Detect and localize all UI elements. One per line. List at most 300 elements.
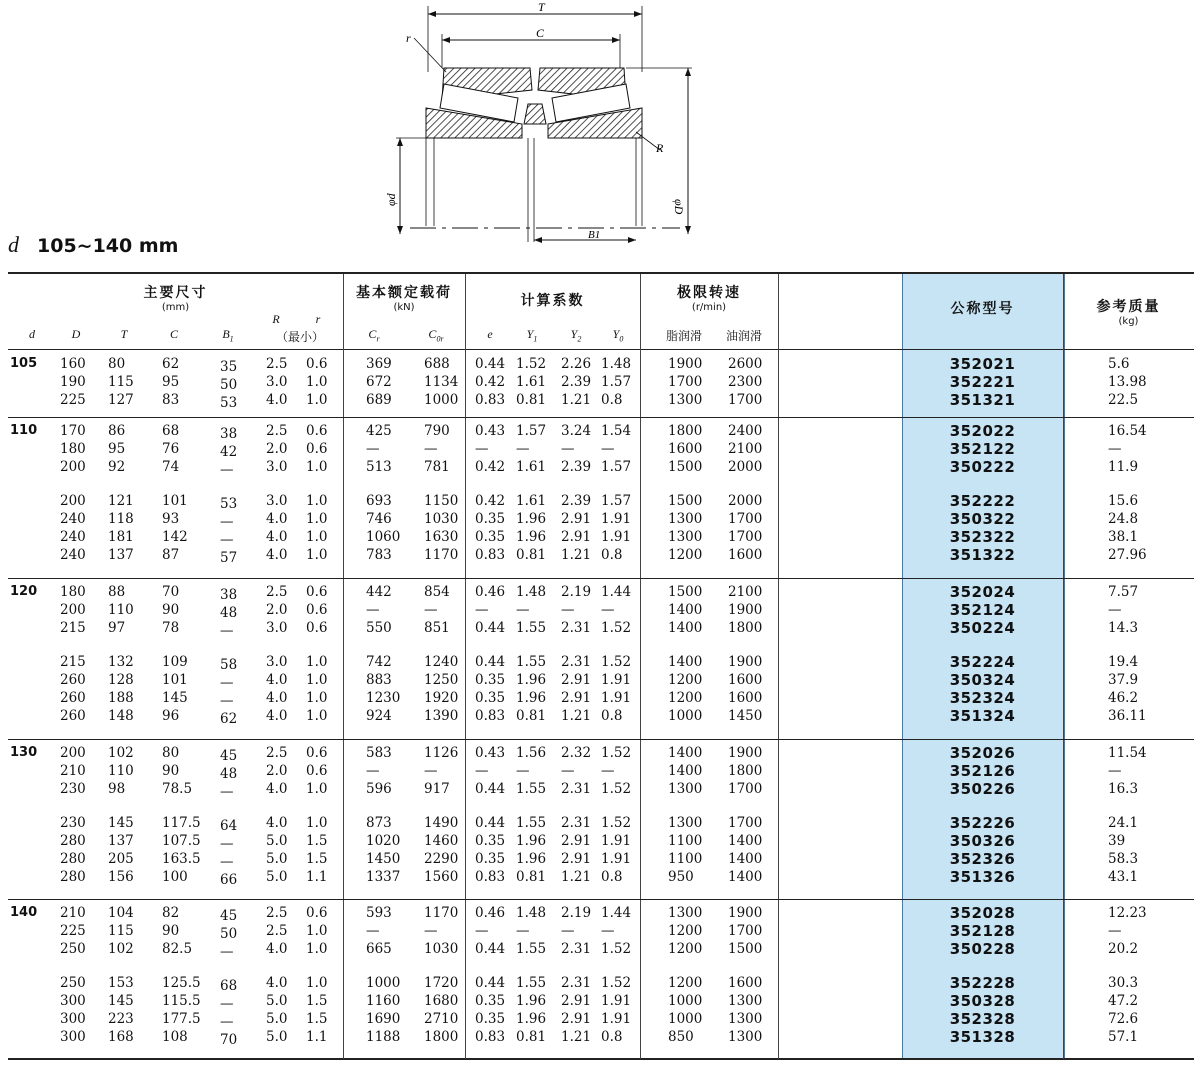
- cell-speed-oil: 1700: [728, 781, 763, 797]
- cell-Y2: 2.91: [561, 511, 592, 527]
- cell-R: 5.0: [266, 869, 288, 885]
- cell-T: 137: [108, 547, 134, 563]
- cell-speed-oil: 1450: [728, 708, 763, 724]
- cell-speed-oil: 1500: [728, 941, 763, 957]
- cell-speed-oil: 2300: [728, 374, 763, 390]
- cell-r: 1.0: [306, 781, 328, 797]
- cell-Cr: 873: [366, 815, 392, 831]
- header-limit-speed: 极限转速: [677, 285, 741, 301]
- cell-Y0: 1.91: [601, 993, 632, 1009]
- subhdr-C: C: [169, 327, 178, 341]
- cell-Cr: 1450: [366, 851, 401, 867]
- cell-speed-oil: 1900: [728, 905, 763, 921]
- cell-R: 3.0: [266, 654, 288, 670]
- cell-D: 210: [60, 763, 86, 779]
- cell-Y1: 1.57: [516, 423, 547, 439]
- cell-speed-grease: 1500: [668, 459, 703, 475]
- cell-Cr: 693: [366, 493, 392, 509]
- cell-speed-oil: 1800: [728, 763, 763, 779]
- header-load-rating: 基本额定载荷: [356, 285, 452, 301]
- cell-D: 280: [60, 833, 86, 849]
- cell-D: 215: [60, 620, 86, 636]
- cell-mass: —: [1108, 602, 1122, 618]
- cell-D: 200: [60, 493, 86, 509]
- cell-speed-grease: 1400: [668, 620, 703, 636]
- cell-Cr: 442: [366, 584, 392, 600]
- cell-Y0: —: [601, 763, 615, 779]
- cell-Cr: 742: [366, 654, 392, 670]
- cell-speed-oil: 1300: [728, 1029, 763, 1045]
- cell-r: 1.1: [306, 1029, 328, 1045]
- cell-Y0: 1.91: [601, 690, 632, 706]
- cell-r: 1.0: [306, 941, 328, 957]
- cell-Y2: 1.21: [561, 708, 592, 724]
- cell-mass: 11.9: [1108, 459, 1139, 475]
- cell-B1: 42: [220, 444, 238, 460]
- cell-e: 0.35: [475, 690, 506, 706]
- cell-speed-oil: 1600: [728, 690, 763, 706]
- cell-D: 160: [60, 356, 86, 372]
- cell-Cr: 1337: [366, 869, 401, 885]
- diagram-label-r: r: [406, 31, 411, 45]
- cell-model: 351324: [949, 707, 1016, 725]
- cell-B1: 66: [220, 872, 238, 888]
- cell-B1: —: [220, 514, 234, 530]
- cell-D: 260: [60, 690, 86, 706]
- cell-speed-grease: 950: [668, 869, 694, 885]
- cell-R: 4.0: [266, 511, 288, 527]
- cell-e: 0.46: [475, 584, 506, 600]
- cell-C: 101: [162, 672, 188, 688]
- header-model: 公称型号: [950, 301, 1015, 317]
- group-bore-140: 140: [10, 905, 38, 920]
- cell-r: 1.0: [306, 708, 328, 724]
- cell-C0r: —: [424, 763, 438, 779]
- cell-speed-grease: 1400: [668, 763, 703, 779]
- header-main-dimensions: 主要尺寸: [143, 285, 208, 301]
- cell-e: —: [475, 923, 489, 939]
- cell-Cr: —: [366, 763, 380, 779]
- cell-Y2: 2.31: [561, 941, 592, 957]
- cell-model: 352024: [949, 583, 1016, 601]
- cell-speed-oil: 1400: [728, 869, 763, 885]
- cell-R: 4.0: [266, 547, 288, 563]
- cell-B1: —: [220, 532, 234, 548]
- cell-speed-grease: 1300: [668, 511, 703, 527]
- cell-R: 2.0: [266, 441, 288, 457]
- cell-Y1: 1.96: [516, 851, 547, 867]
- cell-Y2: 2.26: [561, 356, 592, 372]
- cell-C: 82.5: [162, 941, 193, 957]
- cell-T: 86: [108, 423, 126, 439]
- cell-r: 1.5: [306, 851, 328, 867]
- cell-T: 104: [108, 905, 134, 921]
- cell-C: 80: [162, 745, 180, 761]
- cell-T: 153: [108, 975, 134, 991]
- cell-C0r: 1170: [424, 547, 459, 563]
- cell-Cr: 883: [366, 672, 392, 688]
- cell-model: 352128: [949, 922, 1016, 940]
- cell-B1: 62: [220, 711, 238, 727]
- cell-R: 2.5: [266, 423, 288, 439]
- cell-R: 4.0: [266, 815, 288, 831]
- cell-C: 109: [162, 654, 188, 670]
- cell-mass: 24.8: [1108, 511, 1139, 527]
- cell-r: 0.6: [306, 423, 328, 439]
- cell-R: 2.5: [266, 905, 288, 921]
- cell-speed-grease: 1200: [668, 547, 703, 563]
- cell-C: 74: [162, 459, 180, 475]
- cell-C: 96: [162, 708, 180, 724]
- cell-C: 145: [162, 690, 188, 706]
- cell-Cr: 746: [366, 511, 392, 527]
- cell-r: 0.6: [306, 441, 328, 457]
- cell-e: 0.35: [475, 851, 506, 867]
- cell-T: 188: [108, 690, 134, 706]
- cell-D: 230: [60, 815, 86, 831]
- cell-Y2: 1.21: [561, 1029, 592, 1045]
- cell-T: 127: [108, 392, 134, 408]
- cell-mass: 24.1: [1108, 815, 1139, 831]
- cell-Y1: 1.96: [516, 1011, 547, 1027]
- cell-r: 1.0: [306, 547, 328, 563]
- cell-D: 200: [60, 459, 86, 475]
- cell-C: 163.5: [162, 851, 201, 867]
- cell-D: 260: [60, 708, 86, 724]
- cell-e: 0.83: [475, 708, 506, 724]
- cell-model: 352324: [949, 689, 1016, 707]
- cell-B1: 45: [220, 908, 238, 924]
- cell-C0r: 1030: [424, 511, 459, 527]
- cell-Y0: 1.57: [601, 459, 632, 475]
- cell-mass: 47.2: [1108, 993, 1139, 1009]
- subhdr-D: D: [71, 327, 81, 341]
- cell-Y0: 0.8: [601, 869, 623, 885]
- cell-D: 230: [60, 781, 86, 797]
- cell-mass: 16.54: [1108, 423, 1147, 439]
- cell-Y0: 0.8: [601, 708, 623, 724]
- cell-C0r: 688: [424, 356, 450, 372]
- cell-mass: 46.2: [1108, 690, 1139, 706]
- cell-r: 1.0: [306, 815, 328, 831]
- cell-mass: 30.3: [1108, 975, 1139, 991]
- cell-Y1: 1.48: [516, 905, 547, 921]
- group-bore-105: 105: [10, 356, 38, 371]
- header-load-rating-unit: (kN): [393, 302, 415, 313]
- cell-Y2: 2.19: [561, 584, 592, 600]
- cell-Y0: 1.52: [601, 781, 632, 797]
- cell-D: 280: [60, 869, 86, 885]
- cell-speed-oil: 1900: [728, 745, 763, 761]
- cell-T: 128: [108, 672, 134, 688]
- cell-R: 2.5: [266, 745, 288, 761]
- cell-Cr: 1188: [366, 1029, 401, 1045]
- cell-model: 352122: [949, 440, 1016, 458]
- cell-C0r: 1240: [424, 654, 459, 670]
- cell-speed-grease: 1200: [668, 975, 703, 991]
- cell-Y1: 1.96: [516, 993, 547, 1009]
- cell-C0r: 1720: [424, 975, 459, 991]
- cell-e: —: [475, 763, 489, 779]
- cell-R: 4.0: [266, 941, 288, 957]
- cell-R: 4.0: [266, 672, 288, 688]
- cell-model: 350224: [949, 619, 1016, 637]
- cell-C: 87: [162, 547, 180, 563]
- cell-C0r: 1126: [424, 745, 459, 761]
- cell-Y1: 1.55: [516, 815, 547, 831]
- cell-r: 0.6: [306, 620, 328, 636]
- cell-speed-grease: 850: [668, 1029, 694, 1045]
- cell-speed-grease: 1800: [668, 423, 703, 439]
- cell-T: 205: [108, 851, 134, 867]
- cell-Y0: 1.52: [601, 745, 632, 761]
- diagram-label-R: R: [656, 141, 664, 155]
- bore-range: 105~140 mm: [37, 235, 179, 257]
- cell-speed-oil: 2000: [728, 493, 763, 509]
- subhdr-Y1: $Y_1$: [526, 327, 538, 344]
- cell-Y2: 2.91: [561, 851, 592, 867]
- cell-D: 170: [60, 423, 86, 439]
- cell-e: 0.42: [475, 493, 506, 509]
- cell-Y2: —: [561, 923, 575, 939]
- cell-mass: —: [1108, 441, 1122, 457]
- group-bore-120: 120: [10, 584, 38, 599]
- cell-e: 0.44: [475, 356, 506, 372]
- cell-Y0: 1.44: [601, 905, 632, 921]
- cell-D: 190: [60, 374, 86, 390]
- cell-r: 1.0: [306, 672, 328, 688]
- cell-Y1: 1.96: [516, 833, 547, 849]
- cell-C: 142: [162, 529, 188, 545]
- cell-C: 108: [162, 1029, 188, 1045]
- cell-model: 352124: [949, 601, 1016, 619]
- cell-Y2: 2.31: [561, 620, 592, 636]
- cell-speed-oil: 1300: [728, 993, 763, 1009]
- cell-Y1: 1.96: [516, 672, 547, 688]
- cell-T: 92: [108, 459, 126, 475]
- subhdr-oil: 油润滑: [725, 329, 762, 343]
- cell-C0r: 1560: [424, 869, 459, 885]
- cell-r: 1.0: [306, 459, 328, 475]
- cell-Cr: 425: [366, 423, 392, 439]
- cell-Y2: —: [561, 602, 575, 618]
- cell-model: 352028: [949, 904, 1016, 922]
- cell-Y1: 1.52: [516, 356, 547, 372]
- subhdr-T: T: [120, 327, 128, 341]
- cell-mass: 19.4: [1108, 654, 1139, 670]
- cell-speed-oil: 1600: [728, 547, 763, 563]
- cell-Cr: 583: [366, 745, 392, 761]
- cell-T: 110: [108, 763, 134, 779]
- cell-C0r: 1134: [424, 374, 459, 390]
- subhdr-grease: 脂润滑: [665, 329, 702, 343]
- cell-r: 0.6: [306, 745, 328, 761]
- cell-speed-oil: 1700: [728, 923, 763, 939]
- cell-speed-grease: 1100: [668, 833, 703, 849]
- cell-D: 300: [60, 993, 86, 1009]
- cell-Cr: 1230: [366, 690, 401, 706]
- cell-Y0: 1.91: [601, 851, 632, 867]
- cell-r: 0.6: [306, 905, 328, 921]
- cell-Y2: 1.21: [561, 547, 592, 563]
- cell-C: 83: [162, 392, 180, 408]
- cell-Y2: —: [561, 441, 575, 457]
- cell-T: 80: [108, 356, 126, 372]
- cell-r: 1.1: [306, 869, 328, 885]
- cell-R: 2.5: [266, 584, 288, 600]
- cell-C0r: 1920: [424, 690, 459, 706]
- cell-T: 118: [108, 511, 134, 527]
- cell-C0r: —: [424, 602, 438, 618]
- cell-Y0: 0.8: [601, 392, 623, 408]
- cell-T: 102: [108, 941, 134, 957]
- cell-e: 0.35: [475, 672, 506, 688]
- cell-Y2: 3.24: [561, 423, 592, 439]
- cell-R: 5.0: [266, 1011, 288, 1027]
- cell-Y1: 1.55: [516, 654, 547, 670]
- cell-C: 100: [162, 869, 188, 885]
- size-range-heading: [8, 232, 178, 262]
- cell-D: 200: [60, 745, 86, 761]
- cell-Y2: 2.19: [561, 905, 592, 921]
- cell-R: 5.0: [266, 993, 288, 1009]
- cell-Cr: —: [366, 602, 380, 618]
- cell-T: 132: [108, 654, 134, 670]
- diagram-label-T: T: [538, 0, 545, 14]
- cell-Y0: 1.52: [601, 620, 632, 636]
- cell-e: 0.46: [475, 905, 506, 921]
- cell-mass: 20.2: [1108, 941, 1139, 957]
- cell-speed-oil: 1400: [728, 851, 763, 867]
- cell-C: 117.5: [162, 815, 201, 831]
- cell-model: 351322: [949, 546, 1016, 564]
- group-bore-130: 130: [10, 745, 38, 760]
- cell-speed-grease: 1300: [668, 815, 703, 831]
- header-calc-factors: 计算系数: [520, 293, 585, 309]
- cell-B1: 68: [220, 978, 238, 994]
- subhdr-Cr: $C_r$: [368, 327, 380, 344]
- cell-e: 0.44: [475, 620, 506, 636]
- cell-D: 300: [60, 1011, 86, 1027]
- cell-speed-grease: 1200: [668, 941, 703, 957]
- cell-B1: 53: [220, 496, 238, 512]
- cell-C: 107.5: [162, 833, 201, 849]
- cell-B1: —: [220, 462, 234, 478]
- cell-T: 110: [108, 602, 134, 618]
- cell-speed-grease: 1200: [668, 923, 703, 939]
- cell-Cr: 593: [366, 905, 392, 921]
- cell-C0r: 1630: [424, 529, 459, 545]
- cell-T: 156: [108, 869, 134, 885]
- cell-R: 2.0: [266, 602, 288, 618]
- cell-C: 125.5: [162, 975, 201, 991]
- cell-Y2: 1.21: [561, 869, 592, 885]
- cell-Y2: 2.91: [561, 1011, 592, 1027]
- cell-e: —: [475, 602, 489, 618]
- cell-model: 352022: [949, 422, 1016, 440]
- cell-r: 1.0: [306, 392, 328, 408]
- cell-T: 102: [108, 745, 134, 761]
- cell-Y0: 1.91: [601, 1011, 632, 1027]
- cell-speed-grease: 1200: [668, 672, 703, 688]
- cell-model: 351328: [949, 1028, 1016, 1046]
- cell-Y0: 1.91: [601, 511, 632, 527]
- cell-Y1: 0.81: [516, 547, 547, 563]
- cell-model: 350324: [949, 671, 1016, 689]
- diagram-label-phid: φd: [384, 193, 398, 206]
- cell-B1: 48: [220, 766, 238, 782]
- cell-D: 200: [60, 602, 86, 618]
- cell-r: 1.0: [306, 923, 328, 939]
- cell-B1: —: [220, 784, 234, 800]
- subhdr-min: （最小）: [275, 330, 324, 344]
- cell-C: 68: [162, 423, 180, 439]
- cell-e: 0.42: [475, 459, 506, 475]
- cell-model: 350226: [949, 780, 1016, 798]
- cell-model: 350326: [949, 832, 1016, 850]
- cell-Cr: 1060: [366, 529, 401, 545]
- cell-C: 78.5: [162, 781, 193, 797]
- cell-Y2: 2.91: [561, 529, 592, 545]
- cell-Y2: 2.31: [561, 781, 592, 797]
- cell-mass: 12.23: [1108, 905, 1147, 921]
- cell-R: 3.0: [266, 620, 288, 636]
- cell-mass: 57.1: [1108, 1029, 1139, 1045]
- subhdr-C0r: $C_{0r}$: [428, 327, 444, 344]
- cell-Y1: 1.61: [516, 374, 547, 390]
- cell-T: 115: [108, 923, 134, 939]
- cell-Y1: 1.96: [516, 690, 547, 706]
- cell-r: 1.0: [306, 511, 328, 527]
- cell-D: 225: [60, 392, 86, 408]
- cell-speed-grease: 1900: [668, 356, 703, 372]
- cell-C0r: 1000: [424, 392, 459, 408]
- cell-Y0: 1.44: [601, 584, 632, 600]
- cell-Cr: 1000: [366, 975, 401, 991]
- cell-r: 1.5: [306, 1011, 328, 1027]
- cell-Y1: 0.81: [516, 392, 547, 408]
- cell-Y1: 1.61: [516, 459, 547, 475]
- cell-speed-grease: 1600: [668, 441, 703, 457]
- cell-C: 101: [162, 493, 188, 509]
- subhdr-r: r: [315, 312, 321, 326]
- cell-e: 0.35: [475, 511, 506, 527]
- cell-mass: 43.1: [1108, 869, 1139, 885]
- cell-mass: —: [1108, 923, 1122, 939]
- cell-Y1: 1.55: [516, 620, 547, 636]
- cell-Cr: 369: [366, 356, 392, 372]
- cell-T: 121: [108, 493, 134, 509]
- header-limit-speed-unit: (r/min): [691, 302, 727, 313]
- cell-speed-oil: 1400: [728, 833, 763, 849]
- cell-T: 88: [108, 584, 126, 600]
- cell-e: 0.83: [475, 392, 506, 408]
- header-mass: 参考质量: [1096, 299, 1161, 315]
- cell-r: 1.0: [306, 374, 328, 390]
- cell-C0r: 1680: [424, 993, 459, 1009]
- header-main-dimensions-unit: (mm): [161, 302, 190, 313]
- cell-B1: 50: [220, 377, 238, 393]
- cell-T: 145: [108, 993, 134, 1009]
- cell-mass: 5.6: [1108, 356, 1130, 372]
- cell-D: 180: [60, 441, 86, 457]
- cell-C0r: 781: [424, 459, 450, 475]
- cell-e: 0.44: [475, 781, 506, 797]
- cell-C0r: 2290: [424, 851, 459, 867]
- cell-C0r: 1490: [424, 815, 459, 831]
- cell-speed-oil: 1800: [728, 620, 763, 636]
- cell-model: 352126: [949, 762, 1016, 780]
